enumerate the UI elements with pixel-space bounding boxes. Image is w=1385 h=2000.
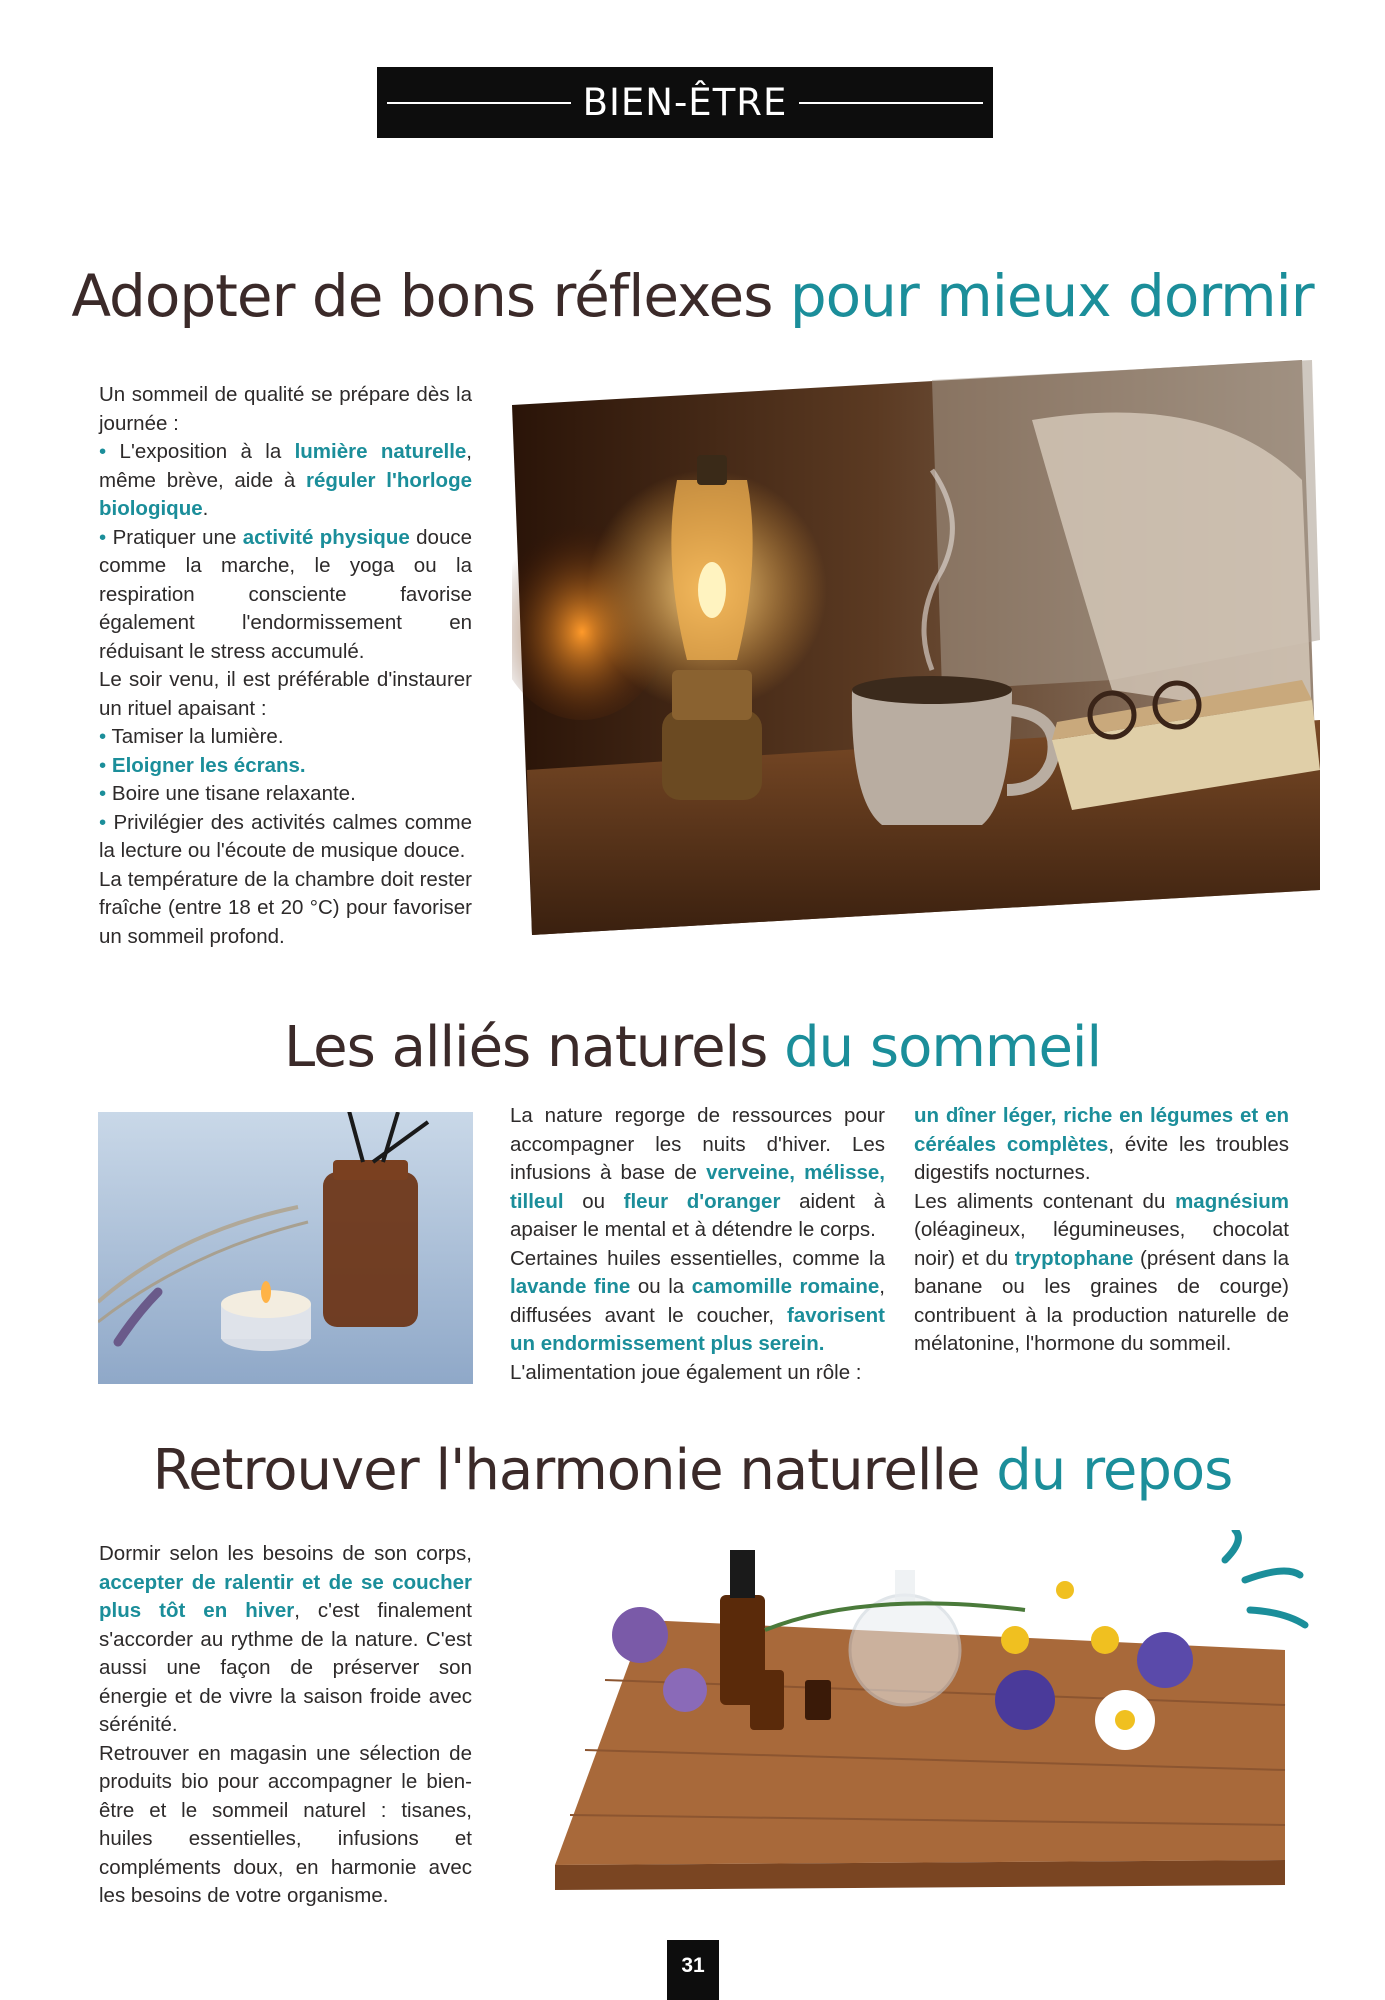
heading-accent: du sommeil [784,1015,1102,1080]
paragraph: Un sommeil de qualité se prépare dès la journée : [99,383,472,435]
section3-text [99,1540,472,1911]
paragraph: Retrouver en magasin une sélection de produits bio pour accompagner le bien-être et le sommeil naturel : tisanes, huiles essentielles, infusions et compléments doux, en harmonie avec les besoins de votre organisme. [99,1741,472,1907]
paragraph: Les aliments contenant du magnésium (oléagineux, légumineuses, chocolat noir) et du tryptophane (présent dans la banane ou les graines de courge) contribuent à la production naturelle de mélatonine, l'hormone du sommeil. [914,1189,1289,1355]
banner-rule-left [387,102,571,104]
bullet-item: • Pratiquer une activité physique douce comme la marche, le yoga ou la respiration consciente favorise également l'endormissement en réduisant le stress accumulé. [99,525,473,663]
bullet-item: • Eloigner les écrans. [99,753,306,777]
section2-col1 [510,1102,885,1387]
page-number: 31 [667,1940,719,2000]
heading-accent: du repos [996,1438,1233,1503]
paragraph: L'alimentation joue également un rôle : [510,1360,862,1384]
heading-adopter [0,262,1385,330]
banner-label: BIEN-ÊTRE [582,81,788,124]
heading-allies [0,1015,1385,1080]
photo-lantern-tea [512,360,1320,935]
heading-accent: pour mieux dormir [789,262,1314,330]
paragraph: La température de la chambre doit rester fraîche (entre 18 et 20 °C) pour favoriser un sommeil profond. [99,867,472,948]
photo-flowers-oils [545,1530,1335,1900]
section-banner [377,67,993,138]
heading-main: Adopter de bons réflexes [71,262,790,330]
photo-candle-diffuser [98,1112,473,1384]
bullet-item: • Privilégier des activités calmes comme la lecture ou l'écoute de musique douce. [99,810,472,862]
paragraph: Dormir selon les besoins de son corps, accepter de ralentir et de se coucher plus tôt en hiver, c'est finalement s'accorder au rythme de la nature. C'est aussi une façon de préserver son énergie et de vivre la saison froide avec sérénité. [99,1542,472,1736]
paragraph: Certaines huiles essentielles, comme la lavande fine ou la camomille romaine, diffusées avant le coucher, favorisent un endormissement plus serein. [510,1246,885,1355]
heading-harmonie [0,1438,1385,1503]
banner-rule-right [799,102,983,104]
bullet-item: • L'exposition à la lumière naturelle, même brève, aide à réguler l'horloge biologique. [99,440,472,520]
heading-main: Retrouver l'harmonie naturelle [152,1438,997,1503]
section1-text [99,381,472,951]
paragraph: un dîner léger, riche en légumes et en céréales complètes, évite les troubles digestifs nocturnes. [914,1104,1289,1184]
paragraph: La nature regorge de ressources pour accompagner les nuits d'hiver. Les infusions à base de verveine, mélisse, tilleul ou fleur d'oranger aident à apaiser le mental et à détendre le corps. [510,1104,885,1241]
bullet-item: • Boire une tisane relaxante. [99,782,356,805]
bullet-item: • Tamiser la lumière. [99,725,284,748]
section2-col2 [914,1102,1289,1359]
heading-main: Les alliés naturels [283,1015,785,1080]
paragraph: Le soir venu, il est préférable d'instaurer un rituel apaisant : [99,668,472,720]
